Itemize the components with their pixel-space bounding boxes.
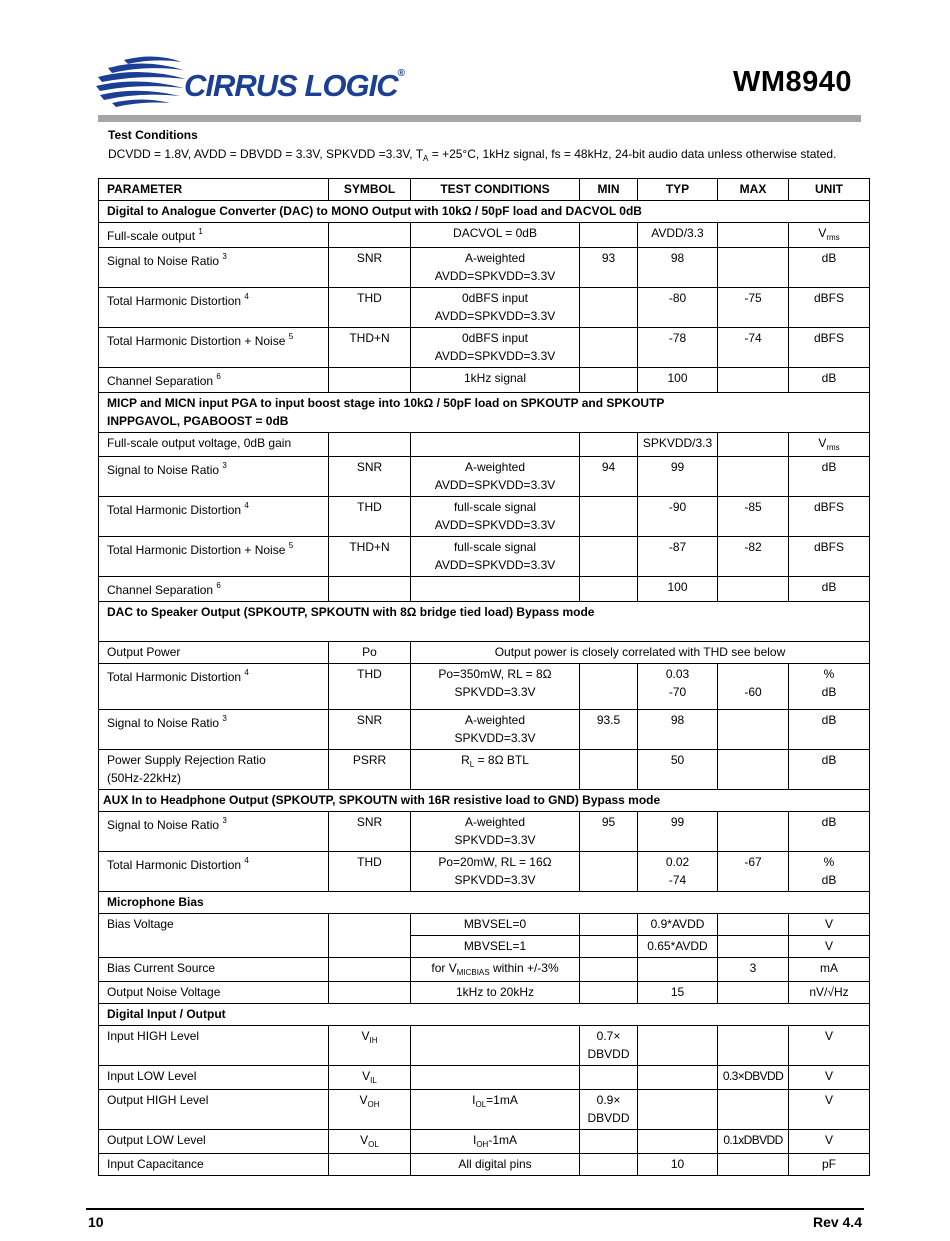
min-cell: 93 [580,248,638,288]
typ-cell [638,1090,718,1130]
table-row [99,497,870,537]
typ-cell: 0.02 -74 [638,852,718,892]
unit-cell: nV/√Hz [789,982,870,1004]
param-cell: Output Noise Voltage [99,982,329,1004]
param-cell: Channel Separation $^6$ [99,368,329,393]
unit-cell: dB [789,368,870,393]
param-cell: Output LOW Level [99,1130,329,1154]
table-row [99,1066,870,1090]
col-header-min: MIN [580,179,638,201]
min-cell [580,750,638,790]
max-cell [718,368,789,393]
condition-cell: All digital pins [411,1154,580,1176]
max-cell: 0.1xDBVDD [718,1130,789,1154]
param-cell: Signal to Noise Ratio $^3$ [99,812,329,852]
condition-cell: Po=20mW, RL = 16Ω SPKVDD=3.3V [411,852,580,892]
max-cell [718,1090,789,1130]
cirrus-logic-logo [94,52,404,110]
condition-cell [411,1026,580,1066]
table-row [99,223,870,248]
table-row [99,577,870,602]
max-cell: -82 [718,537,789,577]
col-header-symbol: SYMBOL [329,179,411,201]
typ-cell [638,1130,718,1154]
symbol-cell [329,577,411,602]
max-cell [718,248,789,288]
symbol-cell [329,982,411,1004]
table-row [99,852,870,892]
unit-cell: dB [789,457,870,497]
condition-cell: 1kHz to 20kHz [411,982,580,1004]
max-cell [718,812,789,852]
test-conditions-text: DCVDD = 1.8V, AVDD = DBVDD = 3.3V, SPKVDD =3.3V, $T_A = +25^\circ C$, 1kHz signal, fs = 48kHz, 24-bit audio data unless otherwise stated. [108,147,837,163]
max-cell: 3 [718,958,789,982]
table-row [99,982,870,1004]
unit-cell: dBFS [789,288,870,328]
table-row [99,248,870,288]
page-number: 10 [88,1214,104,1230]
param-cell: Output HIGH Level [99,1090,329,1130]
symbol-cell: SNR [329,710,411,750]
condition-cell: for $V_{MICBIAS}$ within +/-3% [411,958,580,982]
param-cell: Signal to Noise Ratio $^3$ [99,457,329,497]
section-digital-io: Digital Input / Output [99,1004,870,1026]
table-row [99,710,870,750]
section-microphone-bias: Microphone Bias [99,892,870,914]
table-row [99,368,870,393]
typ-cell [638,958,718,982]
min-cell [580,288,638,328]
table-row [99,537,870,577]
min-cell [580,664,638,710]
max-cell: -67 [718,852,789,892]
min-cell [580,1154,638,1176]
table-row [99,958,870,982]
min-cell: 94 [580,457,638,497]
condition-cell [411,433,580,457]
col-header-max: MAX [718,179,789,201]
min-cell [580,1130,638,1154]
unit-cell: dB [789,710,870,750]
section-dac-mono: Digital to Analogue Converter (DAC) to MONO Output with 10kΩ / 50pF load and DACVOL 0dB [99,201,870,223]
logo-wordmark: CIRRUS LOGIC® [184,68,404,103]
symbol-cell: THD+N [329,537,411,577]
max-cell [718,457,789,497]
typ-cell [638,1026,718,1066]
param-cell: Total Harmonic Distortion + Noise $^5$ [99,328,329,368]
max-cell [718,433,789,457]
typ-cell: 98 [638,248,718,288]
symbol-cell: $V_{OL}$ [329,1130,411,1154]
symbol-cell: $V_{IL}$ [329,1066,411,1090]
unit-cell: dB [789,577,870,602]
swirl-logo-icon [94,52,186,110]
typ-cell: -78 [638,328,718,368]
param-cell: Channel Separation $^6$ [99,577,329,602]
condition-cell [411,1066,580,1090]
condition-cell: DACVOL = 0dB [411,223,580,248]
max-cell [718,936,789,958]
param-cell: Bias Current Source [99,958,329,982]
param-cell: Total Harmonic Distortion $^4$ [99,497,329,537]
typ-cell: -87 [638,537,718,577]
param-cell: Bias Voltage [99,914,329,958]
typ-cell: -90 [638,497,718,537]
section-aux-headphone: AUX In to Headphone Output (SPKOUTP, SPKOUTN with 16R resistive load to GND) Bypass mode [99,790,870,812]
symbol-cell: PSRR [329,750,411,790]
symbol-cell: THD [329,664,411,710]
revision-label: Rev 4.4 [812,1214,862,1230]
param-cell: Total Harmonic Distortion $^4$ [99,288,329,328]
condition-cell: A-weighted AVDD=SPKVDD=3.3V [411,248,580,288]
condition-cell: $R_L = 8\Omega$ BTL [411,750,580,790]
condition-cell: $I_{OL}=1mA$ [411,1090,580,1130]
footer-divider [86,1208,864,1210]
section-dac-speaker: DAC to Speaker Output (SPKOUTP, SPKOUTN with 8Ω bridge tied load) Bypass mode [99,602,870,642]
param-cell: Signal to Noise Ratio $^3$ [99,248,329,288]
min-cell [580,328,638,368]
condition-cell: Output power is closely correlated with THD see below [411,642,870,664]
symbol-cell: THD [329,288,411,328]
min-cell [580,914,638,936]
symbol-cell [329,433,411,457]
param-cell: Total Harmonic Distortion + Noise $^5$ [99,537,329,577]
max-cell [718,982,789,1004]
unit-cell: mA [789,958,870,982]
symbol-cell [329,368,411,393]
typ-cell: 99 [638,457,718,497]
unit-cell: V [789,914,870,936]
typ-cell: -80 [638,288,718,328]
table-row [99,664,870,710]
symbol-cell: $V_{OH}$ [329,1090,411,1130]
symbol-cell [329,914,411,958]
unit-cell: V [789,1130,870,1154]
symbol-cell: SNR [329,248,411,288]
typ-cell: 100 [638,368,718,393]
condition-cell: full-scale signal AVDD=SPKVDD=3.3V [411,537,580,577]
condition-cell [411,577,580,602]
header-divider [98,115,861,122]
max-cell [718,1154,789,1176]
col-header-test-conditions: TEST CONDITIONS [411,179,580,201]
unit-cell: dB [789,812,870,852]
col-header-unit: UNIT [789,179,870,201]
max-cell [718,914,789,936]
min-cell [580,936,638,958]
param-cell: Total Harmonic Distortion $^4$ [99,664,329,710]
min-cell [580,433,638,457]
symbol-cell [329,958,411,982]
min-cell: 0.7× DBVDD [580,1026,638,1066]
symbol-cell: THD [329,852,411,892]
condition-cell: 1kHz signal [411,368,580,393]
typ-cell: 0.03 -70 [638,664,718,710]
param-cell: Total Harmonic Distortion $^4$ [99,852,329,892]
unit-cell: dBFS [789,537,870,577]
unit-cell: dB [789,248,870,288]
table-row [99,1090,870,1130]
max-cell: -85 [718,497,789,537]
min-cell [580,497,638,537]
table-row [99,288,870,328]
max-cell: -75 [718,288,789,328]
symbol-cell: SNR [329,457,411,497]
min-cell [580,368,638,393]
min-cell [580,852,638,892]
min-cell [580,982,638,1004]
table-header-row [99,179,870,201]
unit-cell: dBFS [789,497,870,537]
test-conditions-title: Test Conditions [108,128,198,142]
typ-cell: AVDD/3.3 [638,223,718,248]
typ-cell: 15 [638,982,718,1004]
param-cell: Signal to Noise Ratio $^3$ [99,710,329,750]
table-row [99,457,870,497]
max-cell: -60 [718,664,789,710]
unit-cell: V [789,1066,870,1090]
typ-cell: 100 [638,577,718,602]
max-cell [718,710,789,750]
condition-cell: A-weighted SPKVDD=3.3V [411,812,580,852]
unit-cell: V [789,1026,870,1066]
max-cell: 0.3×DBVDD [718,1066,789,1090]
typ-cell: 50 [638,750,718,790]
col-header-parameter: PARAMETER [99,179,329,201]
table-row [99,642,870,664]
min-cell [580,223,638,248]
table-row [99,433,870,457]
min-cell [580,577,638,602]
min-cell [580,1066,638,1090]
min-cell: 0.9× DBVDD [580,1090,638,1130]
unit-cell: pF [789,1154,870,1176]
param-cell: Full-scale output $^1$ [99,223,329,248]
param-cell: Input LOW Level [99,1066,329,1090]
param-cell: Input Capacitance [99,1154,329,1176]
condition-cell: 0dBFS input AVDD=SPKVDD=3.3V [411,328,580,368]
condition-cell: 0dBFS input AVDD=SPKVDD=3.3V [411,288,580,328]
symbol-cell: Po [329,642,411,664]
max-cell: -74 [718,328,789,368]
condition-cell: MBVSEL=1 [411,936,580,958]
unit-cell: % dB [789,852,870,892]
unit-cell: % dB [789,664,870,710]
max-cell [718,1026,789,1066]
electrical-characteristics-table [98,178,870,1176]
unit-cell: $V_{rms}$ [789,223,870,248]
typ-cell: 98 [638,710,718,750]
condition-cell: full-scale signal AVDD=SPKVDD=3.3V [411,497,580,537]
section-mic-pga: MICP and MICN input PGA to input boost stage into 10kΩ / 50pF load on SPKOUTP and SPKOUTP INPPGAVOL, PGABOOST = 0dB [99,393,870,433]
param-cell: Input HIGH Level [99,1026,329,1066]
min-cell [580,537,638,577]
param-cell: Output Power [99,642,329,664]
table-row [99,812,870,852]
part-number: WM8940 [732,66,852,98]
table-row [99,1130,870,1154]
unit-cell: V [789,1090,870,1130]
table-row [99,914,870,936]
table-row [99,328,870,368]
condition-cell: Po=350mW, RL = 8Ω SPKVDD=3.3V [411,664,580,710]
table-row [99,1154,870,1176]
param-cell: Power Supply Rejection Ratio (50Hz-22kHz) [99,750,329,790]
table-row [99,1026,870,1066]
max-cell [718,750,789,790]
symbol-cell: THD+N [329,328,411,368]
condition-cell: A-weighted SPKVDD=3.3V [411,710,580,750]
symbol-cell [329,1154,411,1176]
table-row [99,750,870,790]
param-cell: Full-scale output voltage, 0dB gain [99,433,329,457]
symbol-cell: THD [329,497,411,537]
condition-cell: MBVSEL=0 [411,914,580,936]
typ-cell: 0.65*AVDD [638,936,718,958]
typ-cell: 0.9*AVDD [638,914,718,936]
typ-cell: 10 [638,1154,718,1176]
typ-cell: 99 [638,812,718,852]
col-header-typ: TYP [638,179,718,201]
unit-cell: dBFS [789,328,870,368]
page-header [0,0,950,125]
min-cell: 95 [580,812,638,852]
typ-cell [638,1066,718,1090]
symbol-cell [329,223,411,248]
condition-cell: A-weighted AVDD=SPKVDD=3.3V [411,457,580,497]
symbol-cell: $V_{IH}$ [329,1026,411,1066]
symbol-cell: SNR [329,812,411,852]
max-cell [718,577,789,602]
unit-cell: $V_{rms}$ [789,433,870,457]
unit-cell: V [789,936,870,958]
unit-cell: dB [789,750,870,790]
min-cell [580,958,638,982]
condition-cell: $I_{OH}-1mA$ [411,1130,580,1154]
typ-cell: SPKVDD/3.3 [638,433,718,457]
min-cell: 93.5 [580,710,638,750]
max-cell [718,223,789,248]
